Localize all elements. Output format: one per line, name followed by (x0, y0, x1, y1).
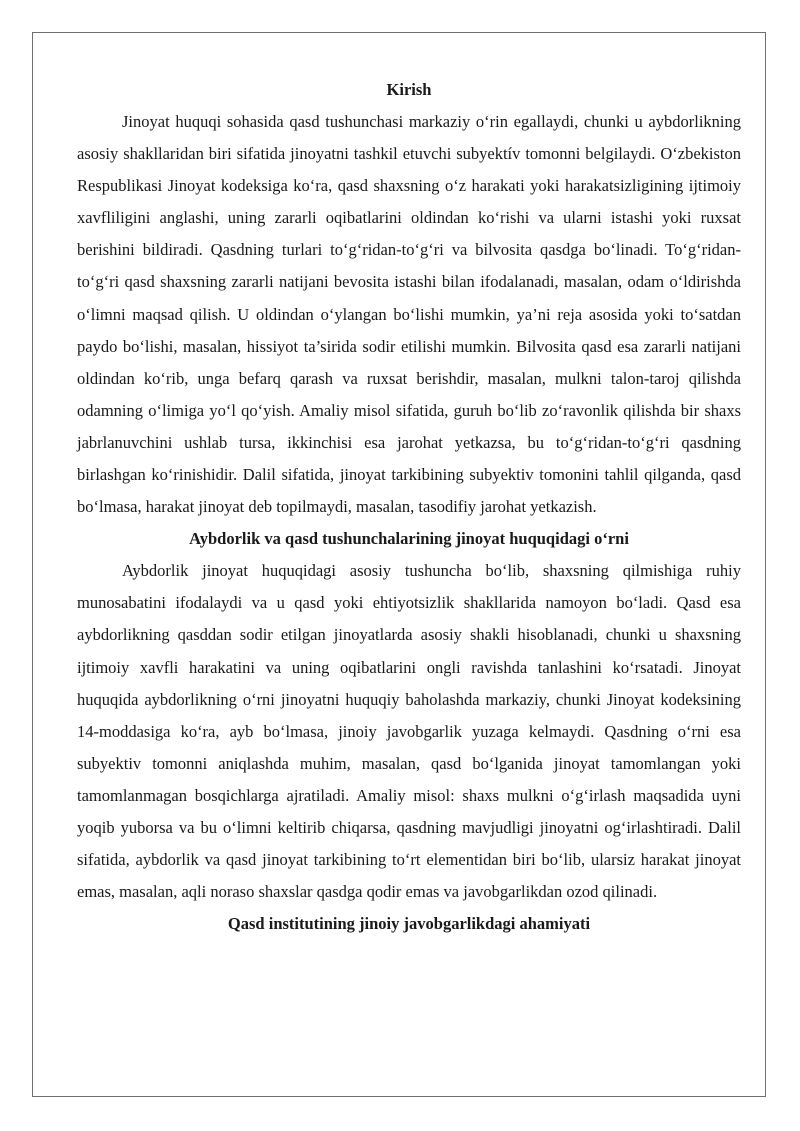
section-heading-intent-institution: Qasd institutining jinoiy javobgarlikdagi ahamiyati (227, 914, 591, 934)
section-heading-guilt-and-intent: Aybdorlik va qasd tushunchalarining jinoyat huquqidagi o‘rni (189, 529, 629, 549)
document-body (77, 74, 741, 940)
section-paragraph-guilt-and-intent: Aybdorlik jinoyat huquqidagi asosiy tushuncha bo‘lib, shaxsning qilmishiga ruhiy munosabatini ifodalaydi va u qasd yoki ehtiyotsizlik shakllarida namoyon bo‘ladi. Qasd esa aybdorlikning qasddan sodir etilgan jinoyatlarda asosiy shakli hisoblanadi, chunki u shaxsning ijtimoiy xavfli harakatini va uning oqibatlarini ongli ravishda tanlashini ko‘rsatadi. Jinoyat huquqida aybdorlikning o‘rni jinoyatni huquqiy baholashda markaziy, chunki Jinoyat kodeksining 14-moddasiga ko‘ra, ayb bo‘lmasa, jinoiy javobgarlik yuzaga kelmaydi. Qasdning o‘rni esa subyektiv tomonni aniqlashda muhim, masalan, qasd bo‘lganida jinoyat tamomlangan yoki tamomlanmagan bosqichlarga ajratiladi. Amaliy misol: shaxs mulkni o‘g‘irlash maqsadida uyni yoqib yuborsa va bu o‘limni keltirib chiqarsa, qasdning mavjudligi jinoyatni og‘irlashtiradi. Dalil sifatida, aybdorlik va qasd jinoyat tarkibining to‘rt elementidan biri bo‘lib, ularsiz harakat jinoyat emas, masalan, aqli noraso shaxslar qasdga qodir emas va javobgarlikdan ozod qilinadi. (77, 561, 741, 902)
section-paragraph-introduction: Jinoyat huquqi sohasida qasd tushunchasi markaziy o‘rin egallaydi, chunki u aybdorlikning asosiy shakllaridan biri sifatida jinoyatni tashkil etuvchi subyektív tomonni belgilaydi. O‘zbekiston Respublikasi Jinoyat kodeksiga ko‘ra, qasd shaxsning o‘z harakati yoki harakatsizligining ijtimoiy xavfliligini anglashi, uning zararli oqibatlarini oldindan ko‘rishi va ularni istashi yoki ruxsat berishini bildiradi. Qasdning turlari to‘g‘ridan-to‘g‘ri va bilvosita qasdga bo‘linadi. To‘g‘ridan-to‘g‘ri qasd shaxsning zararli natijani bevosita istashi bilan ifodalanadi, masalan, odam o‘ldirishda o‘limni maqsad qilish. U oldindan o‘ylangan bo‘lishi mumkin, ya’ni reja asosida yoki to‘satdan paydo bo‘lishi, masalan, hissiyot ta’sirida sodir etilishi mumkin. Bilvosita qasd esa zararli natijani oldindan ko‘rib, unga befarq qarash va ruxsat berishdir, masalan, mulkni talon-taroj qilishda odamning o‘limiga yo‘l qo‘yish. Amaliy misol sifatida, guruh bo‘lib zo‘ravonlik qilishda bir shaxs jabrlanuvchini ushlab tursa, ikkinchisi esa jarohat yetkazsa, bu to‘g‘ridan-to‘g‘ri qasdning birlashgan ko‘rinishidir. Dalil sifatida, jinoyat tarkibining subyektiv tomonini tahlil qilganda, qasd bo‘lmasa, harakat jinoyat deb topilmaydi, masalan, tasodifiy jarohat yetkazish. (77, 112, 741, 517)
section-heading-introduction: Kirish (386, 80, 432, 99)
